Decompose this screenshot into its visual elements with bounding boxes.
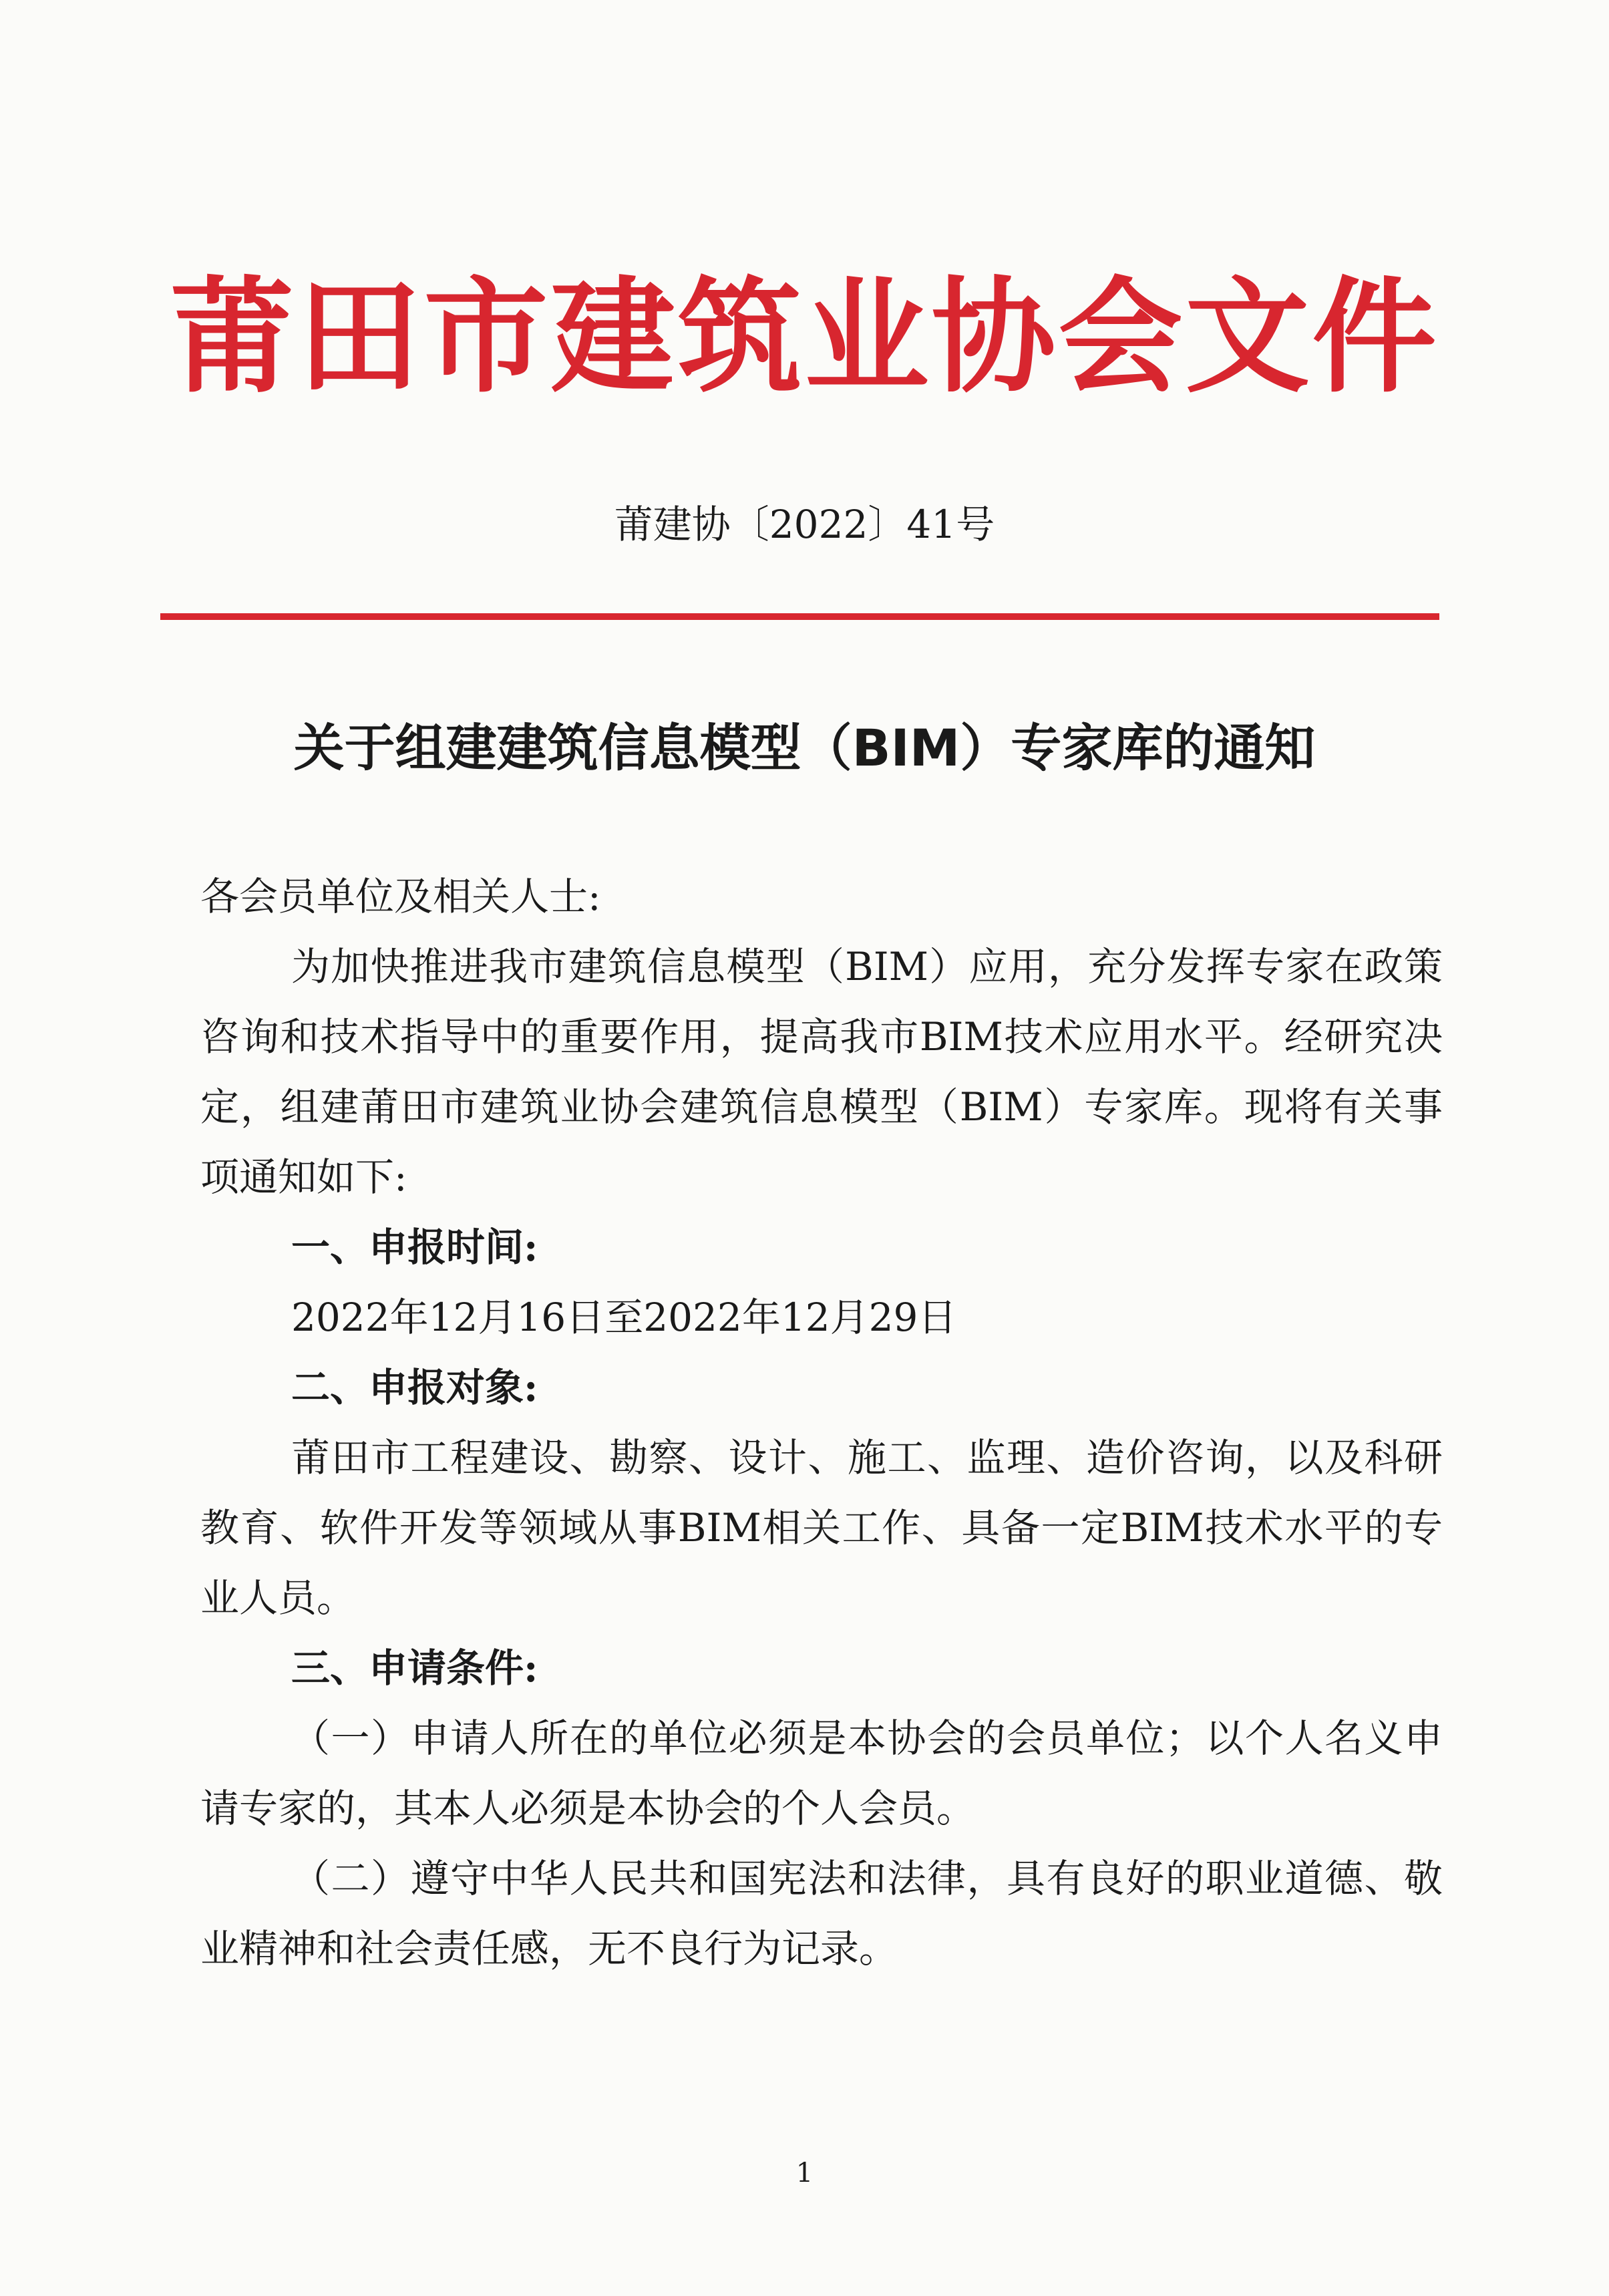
salutation: 各会员单位及相关人士: — [200, 874, 601, 919]
section1-heading: 一、申报时间: — [291, 1224, 538, 1270]
section2-heading: 二、申报对象: — [291, 1365, 538, 1410]
notice-body — [200, 862, 1443, 1984]
red-divider-rule — [160, 613, 1439, 620]
org-header-title: 莆田市建筑业协会文件 — [170, 265, 1439, 409]
section2-text: 莆田市工程建设、勘察、设计、施工、监理、造价咨询，以及科研教育、软件开发等领域从事BIM相关工作、具备一定BIM技术水平的专业人员。 — [200, 1435, 1443, 1621]
intro-paragraph: 为加快推进我市建筑信息模型（BIM）应用，充分发挥专家在政策咨询和技术指导中的重要作用，提高我市BIM技术应用水平。经研究决定，组建莆田市建筑业协会建筑信息模型（BIM）专家库。现将有关事项通知如下: — [200, 944, 1443, 1200]
condition-1: （一）申请人所在的单位必须是本协会的会员单位；以个人名义申请专家的，其本人必须是本协会的个人会员。 — [200, 1715, 1443, 1831]
page-number: 1 — [795, 2158, 814, 2188]
section1-text: 2022年12月16日至2022年12月29日 — [291, 1295, 957, 1340]
document-number: 莆建协〔2022〕41号 — [614, 502, 995, 547]
notice-title: 关于组建建筑信息模型（BIM）专家库的通知 — [293, 718, 1316, 778]
condition-2: （二）遵守中华人民共和国宪法和法律，具有良好的职业道德、敬业精神和社会责任感，无不良行为记录。 — [200, 1856, 1443, 1971]
section3-heading: 三、申请条件: — [291, 1645, 538, 1691]
